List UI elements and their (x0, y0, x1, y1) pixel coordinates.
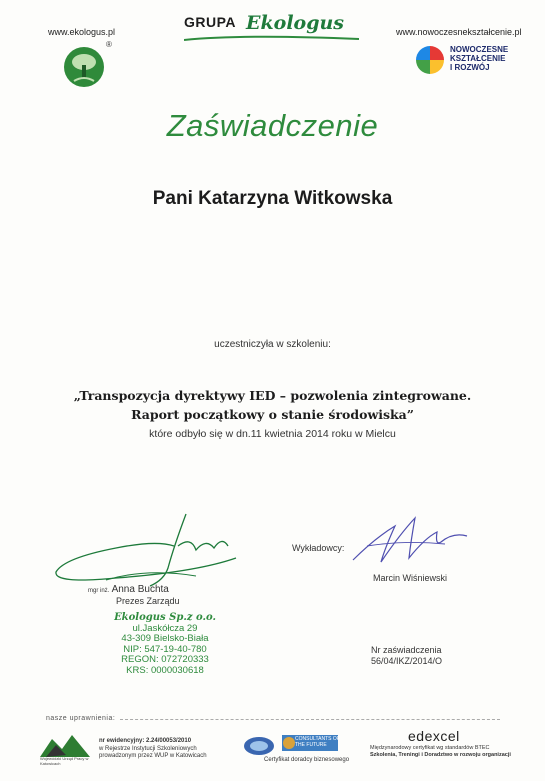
nks-line-2: KSZTAŁCENIE (450, 54, 506, 63)
course-title-line-2: Raport początkowy o stanie środowiska” (131, 407, 414, 422)
nowoczesne-ksztalcenie-logo-icon (415, 45, 445, 75)
edexcel-description (370, 745, 535, 759)
company-city: 43-309 Bielsko-Biała (121, 633, 209, 644)
nks-line-3: I ROZWÓJ (450, 63, 490, 72)
certificate-number-value: 56/04/IKZ/2014/O (371, 656, 443, 666)
certificate-title: Zaświadczenie (166, 108, 379, 143)
registry-line-3: prowadzonym przez WUP w Katowicach (99, 753, 207, 759)
company-name: Ekologus Sp.z o.o. (114, 612, 216, 623)
nowoczesne-ksztalcenie-url: www.nowoczesnekształcenie.pl (396, 27, 522, 37)
nowoczesne-ksztalcenie-logo-text (450, 45, 530, 72)
recipient-name: Pani Katarzyna Witkowska (152, 188, 393, 209)
logo-grupa-text: GRUPA (184, 14, 237, 30)
nks-line-1: NOWOCZESNE (450, 45, 509, 54)
wup-katowice-text: Wojewódzki Urząd Pracy w Katowicach (40, 756, 89, 766)
consultants-of-the-future-text: CONSULTANTS OF THE FUTURE (295, 736, 340, 748)
company-street: ul.Jaskółcza 29 (132, 622, 198, 634)
course-date-location: które odbyło się w dn.11 kwietnia 2014 roku w Mielcu (149, 428, 396, 440)
director-name (88, 584, 169, 595)
director-name-text: Anna Buchta (111, 584, 169, 595)
certificate-number (371, 645, 442, 667)
ekologus-url: www.ekologus.pl (48, 27, 116, 37)
course-title (0, 386, 545, 424)
lecturer-signature-icon (345, 498, 475, 573)
registry-number: nr ewidencyjny: 2.24/00053/2010 (99, 738, 192, 744)
logo-swoosh-icon (184, 34, 359, 44)
edexcel-logo: edexcel (408, 728, 460, 744)
edexcel-line-2: Szkolenia, Treningi i Doradztwo w rozwoju organizacji (370, 752, 511, 758)
wup-katowice-logo-icon (40, 731, 90, 757)
course-title-line-1: „Transpozycja dyrektywy IED – pozwolenia zintegrowane. (73, 388, 472, 403)
lecturer-name: Marcin Wiśniewski (373, 573, 448, 583)
logo-ekologus-text: Ekologus (246, 12, 345, 34)
participation-text: uczestniczyła w szkoleniu: (214, 339, 331, 350)
lecturer-label: Wykładowcy: (292, 543, 345, 553)
business-adviser-badge-icon (242, 735, 276, 757)
registry-line-2: w Rejestrze Instytucji Szkoleniowych (99, 745, 197, 752)
company-regon: REGON: 072720333 (121, 654, 209, 665)
grupa-ekologus-logo (184, 8, 364, 50)
rights-label: nasze uprawnienia: (46, 715, 116, 722)
company-krs: KRS: 0000030618 (126, 664, 204, 676)
company-nip: NIP: 547-19-40-780 (123, 643, 207, 655)
rights-divider (120, 719, 500, 720)
director-title-prefix: mgr inż. (88, 588, 110, 594)
certificate-number-label: Nr zaświadczenia (371, 645, 442, 655)
business-adviser-certificate-text: Certyfikat doradcy biznesowego (264, 757, 350, 763)
registered-mark-icon: ® (106, 40, 112, 49)
director-role: Prezes Zarządu (116, 596, 180, 606)
ekologus-tree-icon (62, 45, 106, 89)
edexcel-line-1: Międzynarodowy certyfikat wg standardów BTEC (370, 745, 490, 751)
registry-info (99, 738, 229, 761)
company-stamp (110, 613, 220, 676)
